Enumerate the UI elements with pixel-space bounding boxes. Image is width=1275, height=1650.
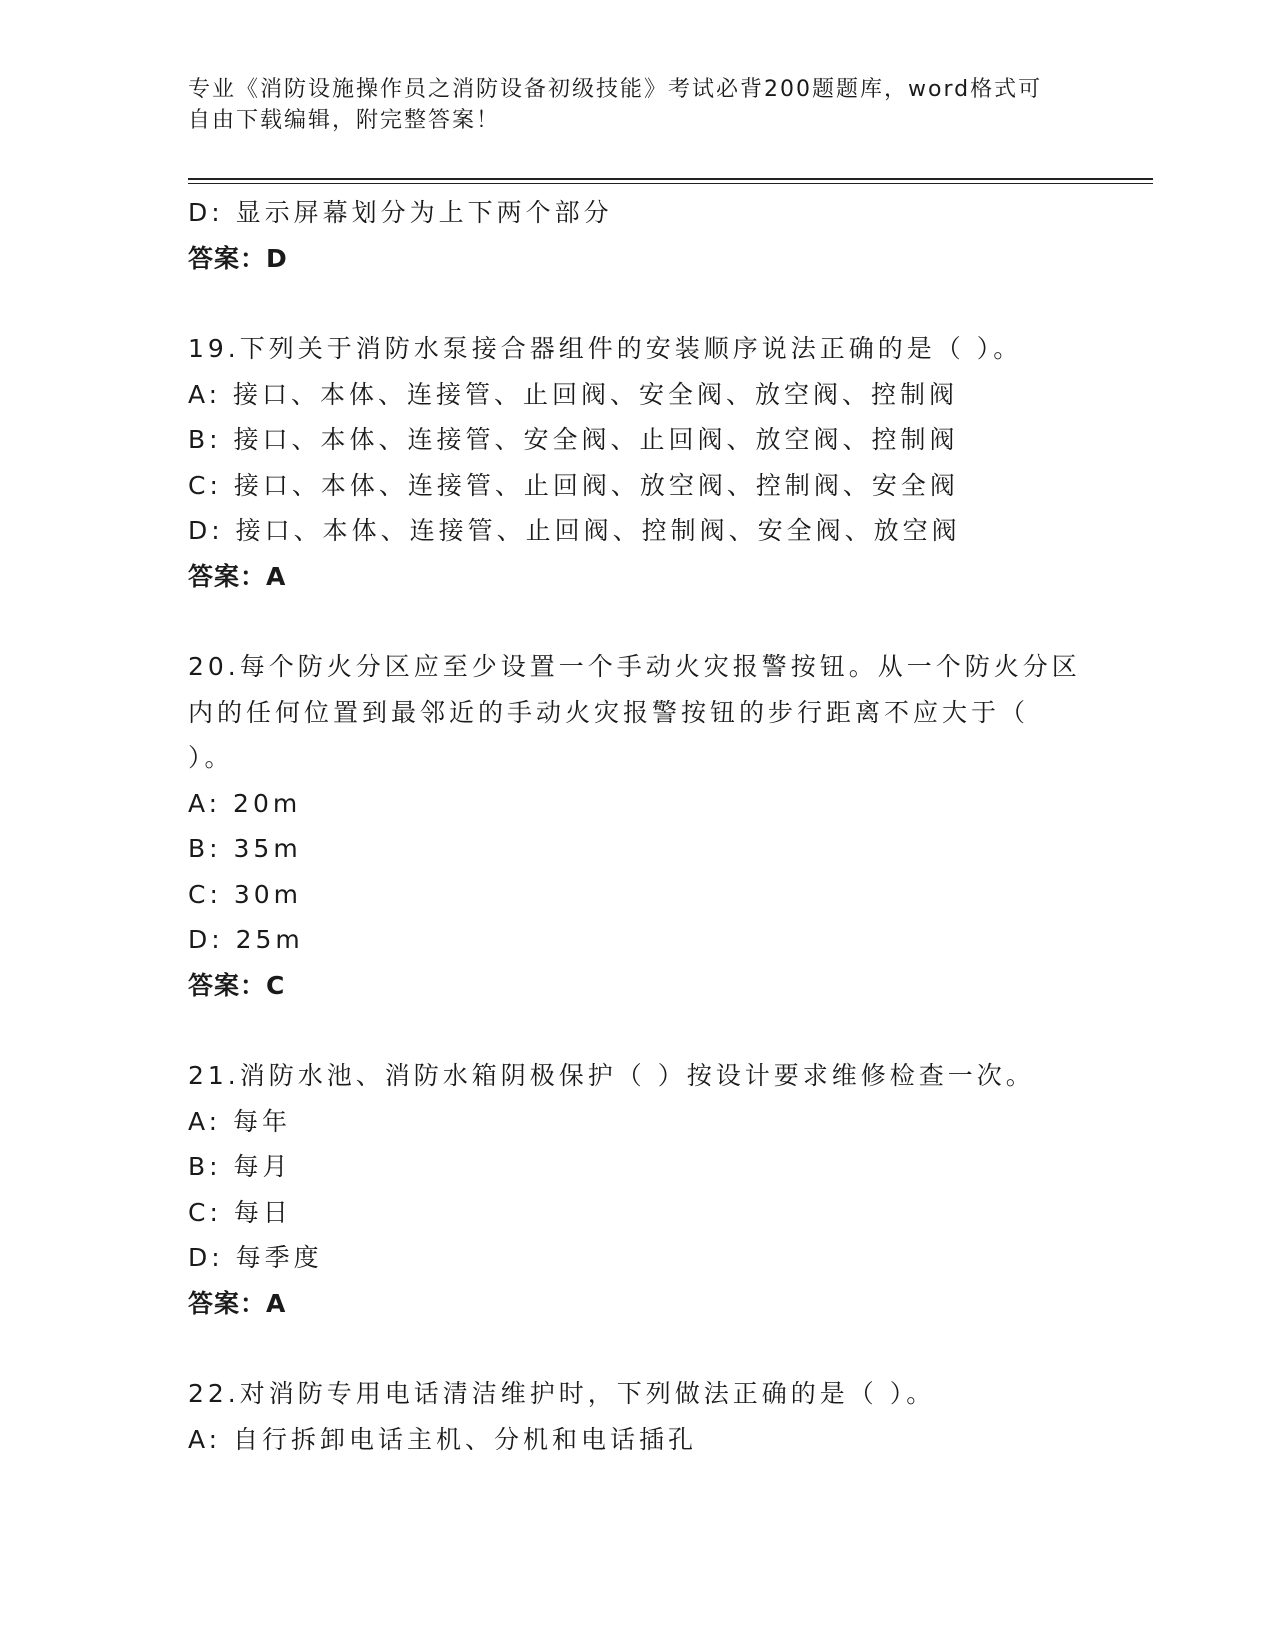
option-a: A: 接口、本体、连接管、止回阀、安全阀、放空阀、控制阀 — [188, 379, 959, 409]
question-list — [188, 190, 1088, 1462]
document-header — [188, 74, 1068, 136]
spacer — [188, 599, 1088, 644]
header-rule-thin — [188, 183, 1153, 184]
option-d: D: 接口、本体、连接管、止回阀、控制阀、安全阀、放空阀 — [188, 516, 961, 545]
option-a: A: 20m — [188, 788, 302, 818]
answer-label: 答案：C — [188, 970, 286, 1000]
question-stem: 22.对消防专用电话清洁维护时，下列做法正确的是（ ）。 — [188, 1379, 936, 1408]
option-d: D: 每季度 — [188, 1243, 323, 1272]
question-stem: 内的任何位置到最邻近的手动火灾报警按钮的步行距离不应大于（ — [188, 697, 1030, 727]
question-stem: 21.消防水池、消防水箱阴极保护（ ）按设计要求维修检查一次。 — [188, 1061, 1035, 1090]
spacer — [188, 281, 1088, 326]
question-21 — [188, 1053, 1088, 1326]
question-stem: 20.每个防火分区应至少设置一个手动火灾报警按钮。从一个防火分区 — [188, 652, 1081, 681]
header-line-1: 专业《消防设施操作员之消防设备初级技能》考试必背200题题库，word格式可 — [188, 77, 1043, 102]
spacer — [188, 1326, 1088, 1371]
carryover-block — [188, 190, 1088, 281]
option-a: A: 自行拆卸电话主机、分机和电话插孔 — [188, 1424, 698, 1454]
option-c: C: 每日 — [188, 1197, 292, 1227]
header-line-2: 自由下载编辑，附完整答案！ — [188, 108, 501, 133]
option-c: C: 30m — [188, 879, 302, 909]
question-19 — [188, 326, 1088, 599]
option-b: B: 35m — [188, 834, 302, 863]
question-22 — [188, 1371, 1088, 1462]
option-d: D: 25m — [188, 925, 304, 954]
question-stem: ）。 — [188, 743, 234, 772]
header-rule-thick — [188, 178, 1153, 180]
question-20 — [188, 644, 1088, 1008]
option-a: A: 每年 — [188, 1106, 292, 1136]
answer-label: 答案：A — [188, 1288, 287, 1318]
option-b: B: 接口、本体、连接管、安全阀、止回阀、放空阀、控制阀 — [188, 425, 959, 454]
option-d: D: 显示屏幕划分为上下两个部分 — [188, 198, 613, 227]
spacer — [188, 1008, 1088, 1053]
answer-label: 答案：A — [188, 561, 287, 591]
question-stem: 19.下列关于消防水泵接合器组件的安装顺序说法正确的是（ ）。 — [188, 334, 1023, 363]
option-b: B: 每月 — [188, 1152, 292, 1181]
option-c: C: 接口、本体、连接管、止回阀、放空阀、控制阀、安全阀 — [188, 470, 959, 500]
answer-label: 答案：D — [188, 243, 288, 273]
